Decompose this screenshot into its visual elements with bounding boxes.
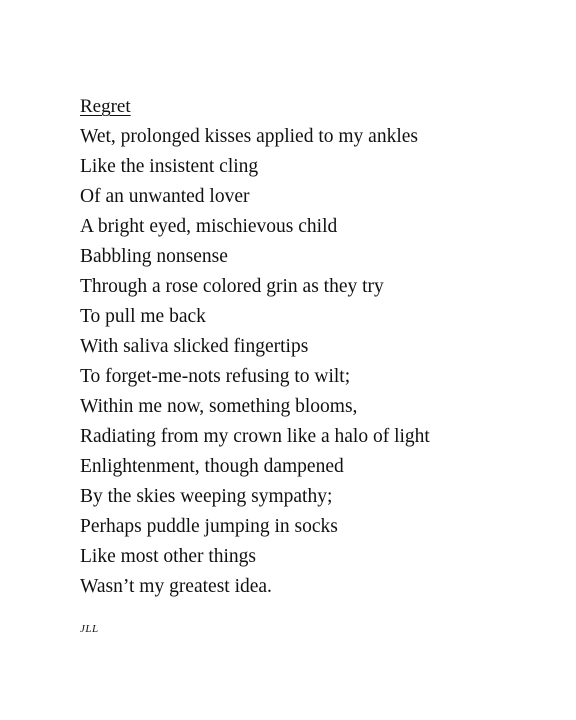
poem-line: Wasn’t my greatest idea.	[80, 576, 272, 597]
poem-line: A bright eyed, mischievous child	[80, 216, 338, 237]
poem-line: Enlightenment, though dampened	[80, 456, 344, 477]
poem-line: To forget-me-nots refusing to wilt;	[80, 366, 351, 387]
poem-line: To pull me back	[80, 306, 206, 327]
poem-line: Wet, prolonged kisses applied to my ankles	[80, 126, 418, 147]
poem-body	[80, 122, 550, 602]
poem-line: Of an unwanted lover	[80, 186, 250, 207]
poem-line: Like the insistent cling	[80, 156, 259, 177]
author-signature: JLL	[80, 623, 99, 635]
poem-line: Within me now, something blooms,	[80, 396, 358, 417]
poem-line: By the skies weeping sympathy;	[80, 486, 333, 507]
poem-line: Perhaps puddle jumping in socks	[80, 516, 338, 537]
poem-line: Through a rose colored grin as they try	[80, 276, 384, 297]
poem-line: Like most other things	[80, 546, 257, 567]
poem-line: Babbling nonsense	[80, 246, 228, 267]
poem-line: Radiating from my crown like a halo of light	[80, 426, 430, 447]
poem	[80, 92, 550, 602]
poem-title: Regret	[80, 96, 131, 117]
poem-line: With saliva slicked fingertips	[80, 336, 309, 357]
